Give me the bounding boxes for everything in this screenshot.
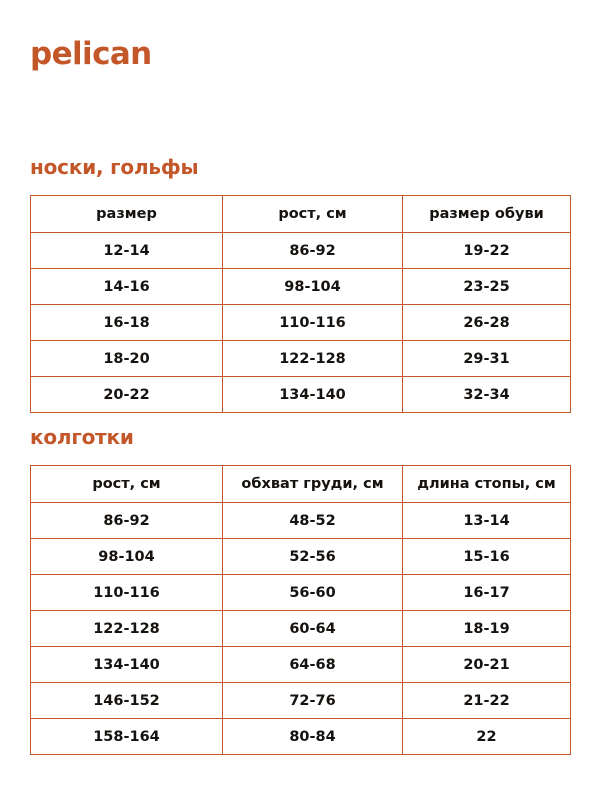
size-table-socks bbox=[30, 195, 571, 413]
table-cell: 98-104 bbox=[223, 269, 403, 305]
table-row bbox=[31, 503, 571, 539]
brand-logo: pelican bbox=[30, 36, 152, 72]
table-cell: 110-116 bbox=[223, 305, 403, 341]
table-cell: 15-16 bbox=[403, 539, 571, 575]
table-row bbox=[31, 719, 571, 755]
table-cell: 26-28 bbox=[403, 305, 571, 341]
section-title-socks: носки, гольфы bbox=[30, 155, 199, 179]
table-cell: 12-14 bbox=[31, 233, 223, 269]
table-cell: 72-76 bbox=[223, 683, 403, 719]
table-cell: 21-22 bbox=[403, 683, 571, 719]
table-cell: 56-60 bbox=[223, 575, 403, 611]
table-cell: 20-22 bbox=[31, 377, 223, 413]
column-header: рост, см bbox=[31, 466, 223, 503]
table-cell: 18-20 bbox=[31, 341, 223, 377]
table-cell: 98-104 bbox=[31, 539, 223, 575]
table-cell: 16-17 bbox=[403, 575, 571, 611]
table-row bbox=[31, 305, 571, 341]
section-tights bbox=[30, 425, 570, 755]
column-header: обхват груди, см bbox=[223, 466, 403, 503]
table-header-row bbox=[31, 196, 571, 233]
table-cell: 146-152 bbox=[31, 683, 223, 719]
table-header-row bbox=[31, 466, 571, 503]
column-header: размер bbox=[31, 196, 223, 233]
table-row bbox=[31, 575, 571, 611]
table-cell: 86-92 bbox=[223, 233, 403, 269]
table-row bbox=[31, 647, 571, 683]
table-row bbox=[31, 233, 571, 269]
table-row bbox=[31, 539, 571, 575]
table-cell: 134-140 bbox=[223, 377, 403, 413]
table-row bbox=[31, 341, 571, 377]
table-cell: 134-140 bbox=[31, 647, 223, 683]
table-cell: 52-56 bbox=[223, 539, 403, 575]
table-cell: 158-164 bbox=[31, 719, 223, 755]
table-cell: 22 bbox=[403, 719, 571, 755]
column-header: размер обуви bbox=[403, 196, 571, 233]
table-cell: 48-52 bbox=[223, 503, 403, 539]
table-cell: 29-31 bbox=[403, 341, 571, 377]
table-cell: 23-25 bbox=[403, 269, 571, 305]
table-cell: 16-18 bbox=[31, 305, 223, 341]
table-cell: 14-16 bbox=[31, 269, 223, 305]
table-cell: 60-64 bbox=[223, 611, 403, 647]
table-cell: 122-128 bbox=[223, 341, 403, 377]
table-row bbox=[31, 269, 571, 305]
table-cell: 20-21 bbox=[403, 647, 571, 683]
table-cell: 86-92 bbox=[31, 503, 223, 539]
table-row bbox=[31, 377, 571, 413]
column-header: длина стопы, см bbox=[403, 466, 571, 503]
table-row bbox=[31, 611, 571, 647]
table-cell: 19-22 bbox=[403, 233, 571, 269]
table-cell: 13-14 bbox=[403, 503, 571, 539]
size-table-tights bbox=[30, 465, 571, 755]
table-row bbox=[31, 683, 571, 719]
column-header: рост, см bbox=[223, 196, 403, 233]
table-cell: 32-34 bbox=[403, 377, 571, 413]
table-cell: 110-116 bbox=[31, 575, 223, 611]
section-socks bbox=[30, 155, 570, 413]
table-cell: 80-84 bbox=[223, 719, 403, 755]
table-cell: 122-128 bbox=[31, 611, 223, 647]
section-title-tights: колготки bbox=[30, 425, 134, 449]
table-cell: 18-19 bbox=[403, 611, 571, 647]
table-cell: 64-68 bbox=[223, 647, 403, 683]
